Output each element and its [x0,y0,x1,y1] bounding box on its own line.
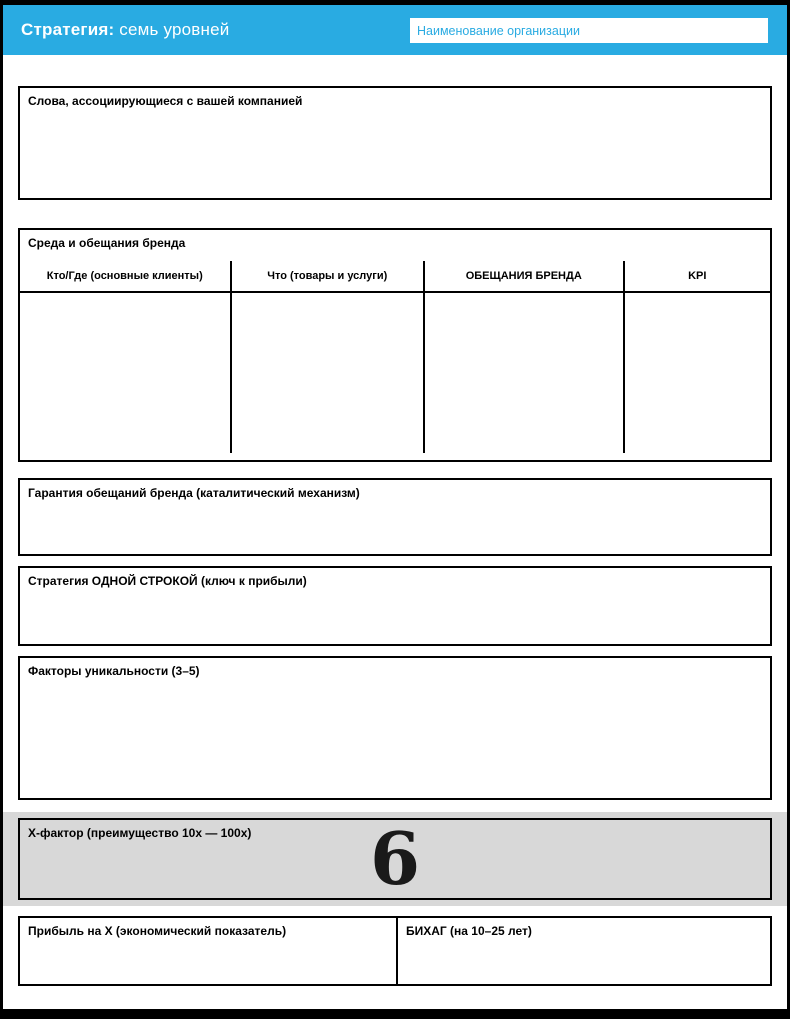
cell-brand-promises-input[interactable] [425,293,625,453]
section-profit-per-x-input-area[interactable] [20,939,396,984]
section-uniqueness-box [18,656,772,800]
x-factor-band [3,812,787,906]
section-brand-box [18,228,772,462]
section-profit-per-x-label: Прибыль на Х (экономический показатель) [28,924,287,938]
bottom-row [18,916,772,986]
section-guarantee-input-area[interactable] [20,501,770,554]
section-words-input-area[interactable] [20,109,770,198]
organization-name-field[interactable] [410,18,768,43]
section-bhag-input-area[interactable] [398,939,770,984]
section-guarantee-label: Гарантия обещаний бренда (каталитический механизм) [28,486,360,500]
page-title-bold: Стратегия: [21,20,115,39]
section-words-box [18,86,772,200]
brand-table-body-row [20,293,770,453]
section-uniqueness-label: Факторы уникальности (3–5) [28,664,200,678]
header-bar [3,5,787,55]
page-title-rest: семь уровней [114,20,230,39]
brand-table-header-row [20,261,770,293]
section-oneline-label: Стратегия ОДНОЙ СТРОКОЙ (ключ к прибыли) [28,574,307,588]
section-oneline-input-area[interactable] [20,589,770,644]
cell-who-where-input[interactable] [20,293,232,453]
cell-kpi-input[interactable] [625,293,771,453]
section-guarantee-box [18,478,772,556]
column-header-kpi: KPI [688,270,707,282]
section-words-label: Слова, ассоциирующиеся с вашей компанией [28,94,303,108]
page-title [21,20,229,40]
section-number: 6 [369,816,421,901]
section-profit-per-x-box [20,918,398,984]
column-header-brand-promises: ОБЕЩАНИЯ БРЕНДА [425,261,625,291]
cell-what-input[interactable] [232,293,426,453]
column-header-what: Что (товары и услуги) [232,261,426,291]
section-x-factor-label: Х-фактор (преимущество 10х — 100х) [28,826,252,840]
section-oneline-box [18,566,772,646]
section-brand-label: Среда и обещания бренда [28,236,186,250]
section-bhag-label: БИХАГ (на 10–25 лет) [406,924,532,938]
section-bhag-box [398,918,770,984]
brand-promises-table [20,261,770,453]
section-x-factor-box [18,818,772,900]
section-uniqueness-input-area[interactable] [20,679,770,798]
column-header-who-where: Кто/Где (основные клиенты) [20,261,232,291]
